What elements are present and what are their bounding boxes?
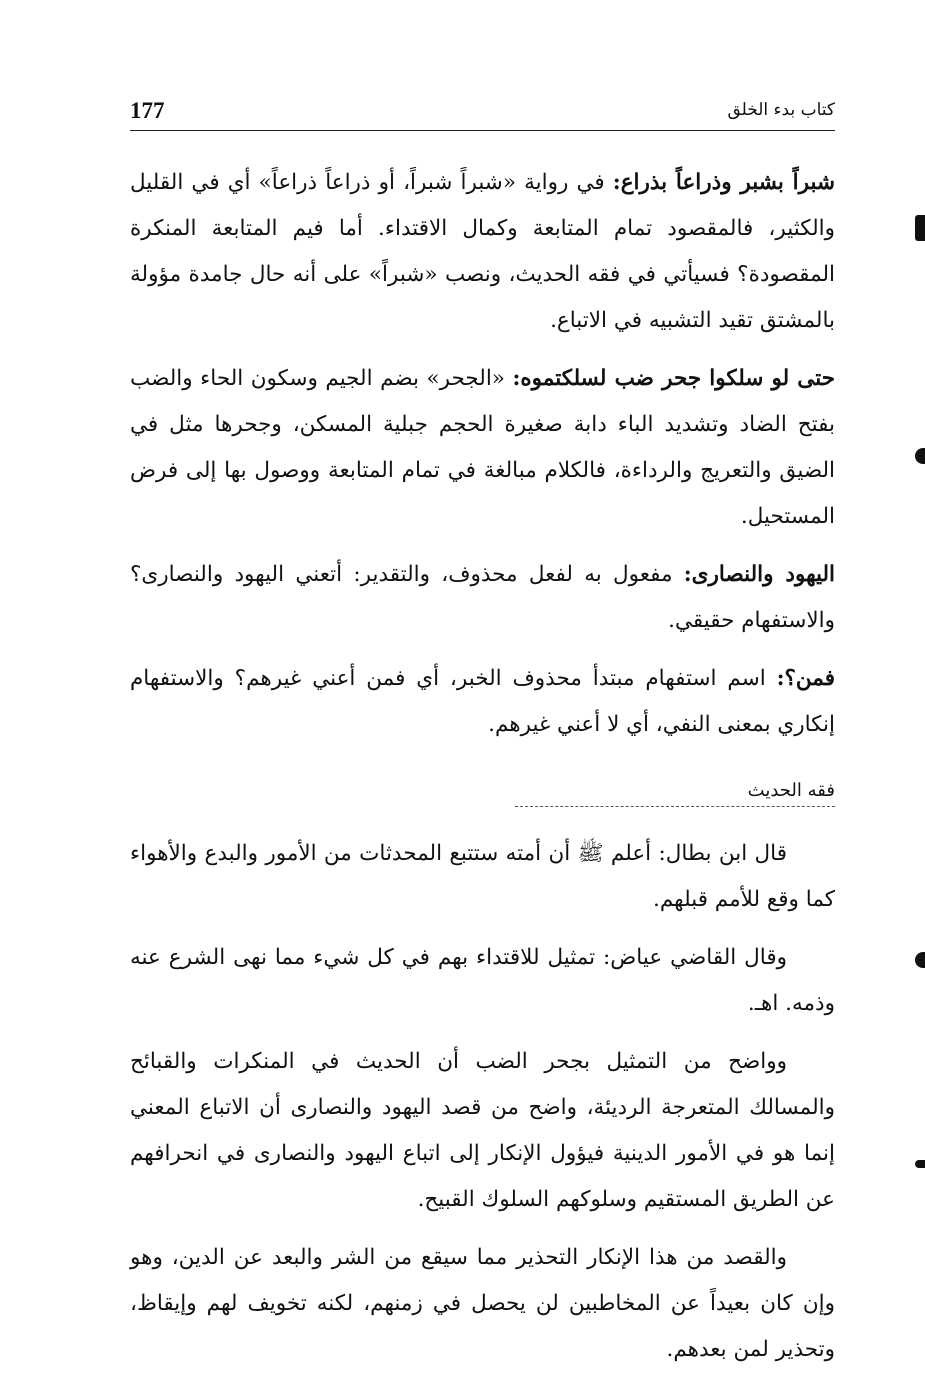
term: شبراً بشبر وذراعاً بذراع: bbox=[612, 170, 835, 195]
explanation-paragraph bbox=[130, 356, 835, 540]
scan-margin-mark bbox=[915, 1160, 925, 1168]
explanation-text: «الجحر» بضم الجيم وسكون الحاء والضب بفتح الضاد وتشديد الباء دابة صغيرة الحجم جبلية المسكن، وجحرها مثل في الضيق والتعريج والرداءة، فالكلام مبالغة في تمام المتابعة ووصول بها إلى فرض المستحيل. bbox=[130, 366, 835, 529]
explanation-paragraph bbox=[130, 160, 835, 344]
running-title: كتاب بدء الخلق bbox=[727, 100, 835, 120]
explanation-text: في رواية «شبراً شبراً، أو ذراعاً ذراعاً» أي في القليل والكثير، فالمقصود تمام المتابعة وكمال الاقتداء. أما فيم المتابعة المنكرة المقصودة؟ فسيأتي في فقه الحديث، ونصب «شبراً» على أنه حال جامدة مؤولة بالمشتق تقيد التشبيه في الاتباع. bbox=[130, 170, 835, 333]
explanation-text: مفعول به لفعل محذوف، والتقدير: أتعني اليهود والنصارى؟ والاستفهام حقيقي. bbox=[130, 562, 835, 633]
body-paragraph: وواضح من التمثيل بجحر الضب أن الحديث في المنكرات والقبائح والمسالك المتعرجة الرديئة، واضح من قصد اليهود والنصارى أن الاتباع المعني إنما هو في الأمور الدينية فيؤول الإنكار إلى اتباع اليهود والنصارى في انحرافهم عن الطريق المستقيم وسلوكهم السلوك القبيح. bbox=[130, 1049, 835, 1212]
term: حتى لو سلكوا جحر ضب لسلكتموه: bbox=[512, 366, 835, 391]
scan-margin-mark bbox=[915, 952, 925, 968]
page-header bbox=[130, 98, 835, 131]
page-body bbox=[130, 160, 835, 1385]
scan-margin-mark bbox=[915, 215, 925, 241]
explanation-text: اسم استفهام مبتدأ محذوف الخبر، أي فمن أعني غيرهم؟ والاستفهام إنكاري بمعنى النفي، أي لا أعني غيرهم. bbox=[130, 666, 835, 737]
explanation-paragraph bbox=[130, 656, 835, 748]
section-heading: فقه الحديث bbox=[515, 776, 835, 807]
body-paragraph: والقصد من هذا الإنكار التحذير مما سيقع من الشر والبعد عن الدين، وهو وإن كان بعيداً عن المخاطبين لن يحصل في زمنهم، لكنه تخويف لهم وإيقاظ، وتحذير لمن بعدهم. bbox=[130, 1245, 835, 1362]
explanation-paragraph bbox=[130, 552, 835, 644]
page-number: 177 bbox=[130, 98, 165, 123]
term: فمن؟: bbox=[776, 666, 835, 691]
term: اليهود والنصارى: bbox=[683, 562, 835, 587]
body-paragraph: وقال القاضي عياض: تمثيل للاقتداء بهم في كل شيء مما نهى الشرع عنه وذمه. اهـ. bbox=[130, 945, 835, 1016]
scan-margin-mark bbox=[915, 448, 925, 464]
body-paragraph: قال ابن بطال: أعلم ﷺ أن أمته ستتبع المحدثات من الأمور والبدع والأهواء كما وقع للأمم قبلهم. bbox=[130, 841, 835, 912]
